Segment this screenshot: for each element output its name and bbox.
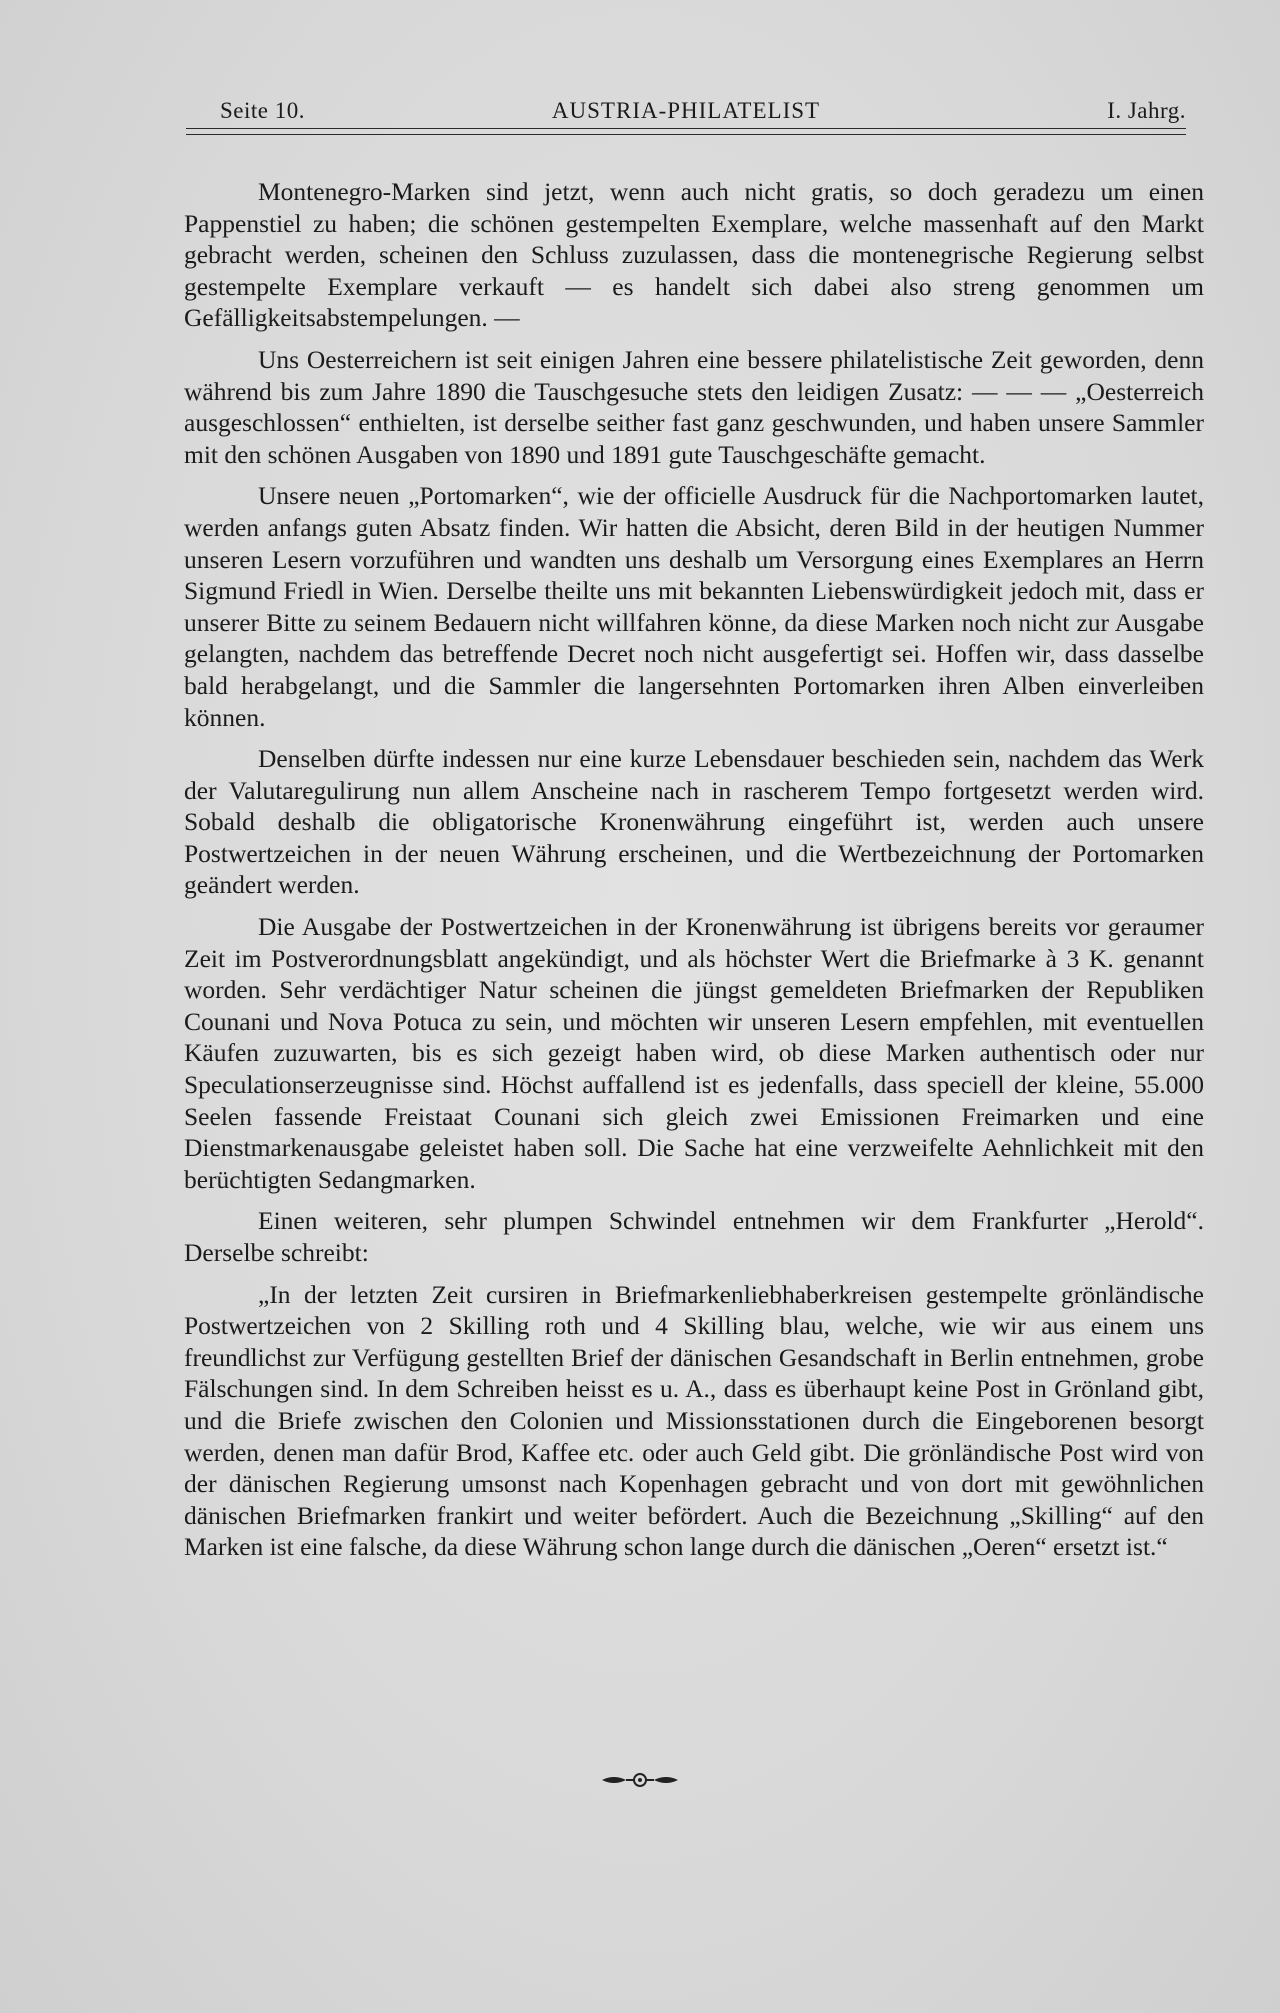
end-ornament — [0, 1770, 1280, 1796]
paragraph-lebensdauer: Denselben dürfte indessen nur eine kurze Lebensdauer beschieden sein, nachdem das Werk der Valutaregulirung nun allem Anscheine nach in rascherem Tempo fortgesetzt werden wird. Sobald deshalb die obligatorische Kronenwährung eingeführt ist, werden auch unsere Postwertzeichen in der neuen Währung erscheinen, und die Wertbezeichnung der Portomarken geändert werden. — [184, 744, 1204, 900]
page-header — [186, 98, 1186, 132]
paragraph-herold-quote: „In der letzten Zeit cursiren in Briefmarkenliebhaberkreisen gestempelte grönländische Postwertzeichen von 2 Skilling roth und 4 Skilling blau, welche, wie wir aus einem uns freundlichst zur Verfügung gestellten Brief der dänischen Gesandschaft in Berlin entnehmen, grobe Fälschungen sind. In dem Schreiben heisst es u. A., dass es überhaupt keine Post in Grönland gibt, und die Briefe zwischen den Colonien und Missionsstationen durch die Eingeborenen besorgt werden, denen man dafür Brod, Kaffee etc. oder auch Geld gibt. Die grönländische Post wird von der dänischen Regierung umsonst nach Kopenhagen gebracht und von dort mit gewöhnlichen dänischen Briefmarken frankirt und weiter befördert. Auch die Bezeichnung „Skilling“ auf den Marken ist eine falsche, da diese Währung schon lange durch die dänischen „Oeren“ ersetzt ist.“ — [184, 1279, 1204, 1562]
paragraph-schwindel: Einen weiteren, sehr plumpen Schwindel entnehmen wir dem Frankfurter „Herold“. Derselbe schreibt: — [184, 1206, 1204, 1267]
paragraph-kronenwaehrung: Die Ausgabe der Postwertzeichen in der Kronenwährung ist übrigens bereits vor geraumer Zeit im Postverordnungsblatt angekündigt, und als höchster Wert die Briefmarke à 3 K. genannt worden. Sehr verdächtiger Natur scheinen die jüngst gemeldeten Briefmarken der Republiken Counani und Nova Potuca zu sein, und möchten wir unseren Lesern empfehlen, mit eventuellen Käufen zuzuwarten, bis es sich gezeigt haben wird, ob diese Marken authentisch oder nur Speculationserzeugnisse sind. Höchst auffallend ist es jedenfalls, dass speciell der kleine, 55.000 Seelen fassende Freistaat Counani sich gleich zwei Emissionen Freimarken und eine Dienstmarkenausgabe geleistet haben soll. Die Sache hat eine verzweifelte Aehnlichkeit mit den berüchtigten Sedangmarken. — [184, 912, 1204, 1194]
volume-label: I. Jahrg. — [1107, 98, 1186, 123]
header-rule-bottom — [186, 134, 1186, 135]
paragraph-oesterreich: Uns Oesterreichern ist seit einigen Jahren eine bessere philatelistische Zeit geworden, denn während bis zum Jahre 1890 die Tauschgesuche stets den leidigen Zusatz: — — — „Oesterreich ausgeschlossen“ enthielten, ist derselbe seither fast ganz geschwunden, und haben unsere Sammler mit den schönen Ausgaben von 1890 und 1891 gute Tauschgeschäfte gemacht. — [184, 344, 1204, 469]
page-number: Seite 10. — [220, 98, 305, 123]
paragraph-portomarken: Unsere neuen „Portomarken“, wie der officielle Ausdruck für die Nachportomarken lautet, werden anfangs guten Absatz finden. Wir hatten die Absicht, deren Bild in der heutigen Nummer unseren Lesern vorzuführen und wandten uns deshalb um Versorgung eines Exemplares an Herrn Sigmund Friedl in Wien. Derselbe theilte uns mit bekannten Liebenswürdigkeit jedoch mit, dass er unserer Bitte zu seinem Bedauern nicht willfahren könne, da diese Marken noch nicht zur Ausgabe gelangten, nachdem das betreffende Decret noch nicht ausgefertigt sei. Hoffen wir, dass dasselbe bald herabgelangt, und die Sammler die langersehnten Portomarken ihren Alben einverleiben können. — [184, 481, 1204, 732]
article-body — [184, 176, 1204, 1573]
header-rule-top — [186, 128, 1186, 129]
paragraph-montenegro: Montenegro-Marken sind jetzt, wenn auch nicht gratis, so doch geradezu um einen Pappenstiel zu haben; die schönen gestempelten Exemplare, welche massenhaft auf den Markt gebracht werden, scheinen den Schluss zuzulassen, dass die montenegrische Regierung selbst gestempelte Exemplare verkauft — es handelt sich dabei also streng genommen um Gefälligkeitsabstempelungen. — — [184, 177, 1204, 333]
ornament-icon — [600, 1770, 680, 1790]
journal-title: AUSTRIA-PHILATELIST — [551, 98, 821, 123]
